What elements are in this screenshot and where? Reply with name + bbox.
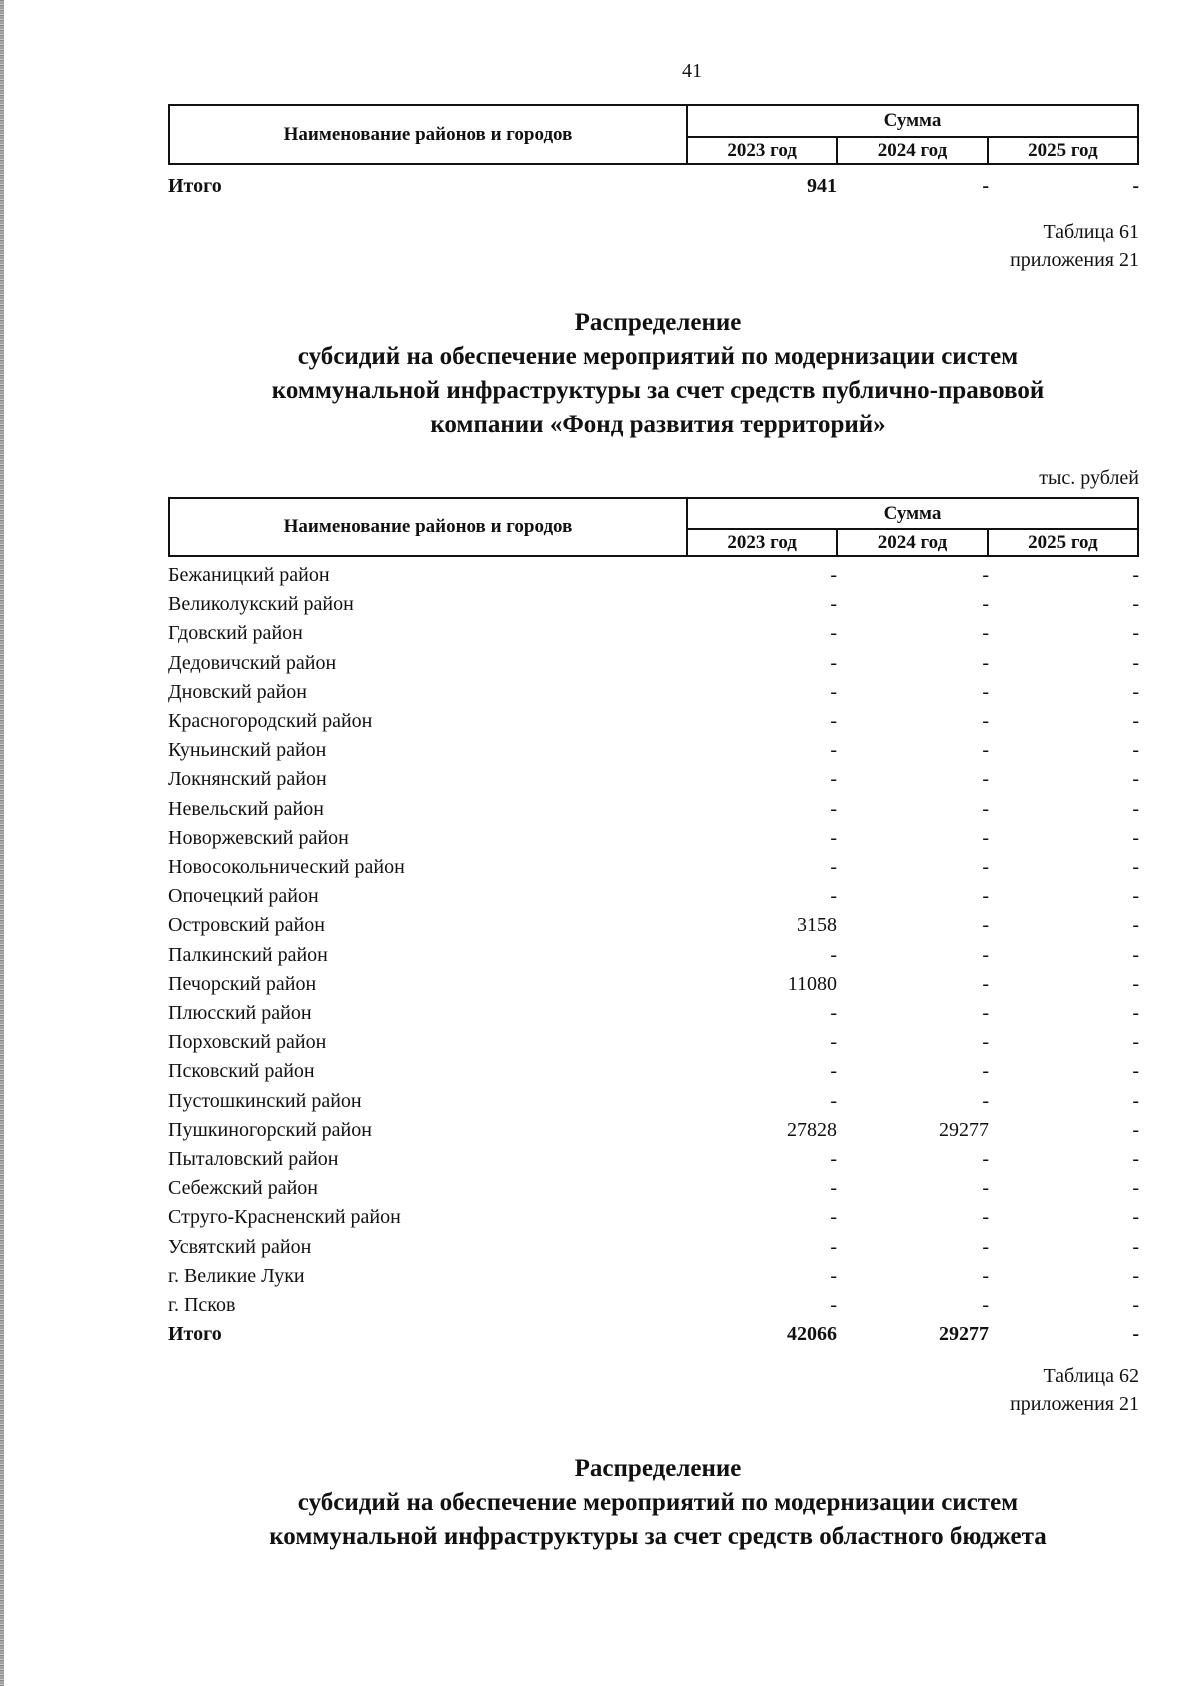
table-row: [168, 1028, 1139, 1057]
header-sum: Сумма: [687, 105, 1138, 137]
value-2023: -: [830, 885, 837, 908]
district-name: Себежский район: [168, 1177, 318, 1200]
value-2025: -: [1132, 1089, 1139, 1112]
table-row: [168, 999, 1139, 1028]
value-2024: 29277: [939, 1118, 989, 1141]
district-name: Локнянский район: [168, 768, 327, 791]
table-row: [168, 1145, 1139, 1174]
value-2024: -: [982, 826, 989, 849]
value-2025: -: [1132, 1060, 1139, 1083]
value-2024: -: [982, 768, 989, 791]
table-row: [168, 736, 1139, 765]
value-2023: -: [830, 1002, 837, 1024]
total-2023: 42066: [787, 1323, 837, 1346]
header-year-2023: 2023 год: [687, 529, 837, 556]
district-name: г. Псков: [168, 1294, 236, 1316]
value-2024: -: [982, 1148, 989, 1170]
value-2025: -: [1132, 622, 1139, 645]
value-2024: -: [982, 1264, 989, 1287]
table61-caption: [1010, 218, 1139, 274]
district-name: Великолукский район: [168, 593, 354, 616]
page-number: [0, 60, 1200, 83]
table62-title-line2: субсидий на обеспечение мероприятий по модернизации систем: [297, 1489, 1019, 1516]
page-number-text: 41: [682, 60, 702, 82]
value-2024: -: [982, 1235, 989, 1258]
table-row: [168, 649, 1139, 678]
value-2023: -: [830, 797, 837, 820]
value-2024: -: [982, 1031, 989, 1054]
value-2025: -: [1132, 739, 1139, 762]
header-year-2025: 2025 год: [988, 137, 1138, 164]
value-2024: -: [982, 797, 989, 820]
header-sum: Сумма: [687, 498, 1138, 529]
district-name: Пустошкинский район: [168, 1089, 362, 1112]
prev-table-total-row: [168, 172, 1139, 201]
table-row: [168, 1057, 1139, 1086]
value-2024: -: [982, 651, 989, 674]
header-year-2024: 2024 год: [837, 137, 987, 164]
value-2024: -: [982, 1089, 989, 1112]
value-2025: -: [1132, 593, 1139, 616]
table61-title-line1: Распределение: [574, 309, 742, 336]
district-name: Невельский район: [168, 797, 324, 820]
district-name: Пыталовский район: [168, 1148, 339, 1170]
table-row: [168, 911, 1139, 940]
table61-caption-line2: приложения 21: [1010, 249, 1139, 271]
value-2023: -: [830, 943, 837, 966]
value-2023: 3158: [797, 914, 837, 937]
total-2024: -: [982, 175, 989, 197]
district-name: Палкинский район: [168, 943, 328, 966]
total-label: Итого: [168, 175, 222, 197]
table-row: [168, 1262, 1139, 1291]
table62-title: [0, 1452, 1200, 1554]
value-2023: -: [830, 680, 837, 703]
value-2025: -: [1132, 1031, 1139, 1054]
table-row: [168, 941, 1139, 970]
table-row: [168, 678, 1139, 707]
value-2023: 11080: [787, 972, 837, 995]
value-2023: -: [830, 1148, 837, 1170]
value-2024: -: [982, 1206, 989, 1229]
value-2025: -: [1132, 1118, 1139, 1141]
table-row: [168, 707, 1139, 736]
table-row: [168, 561, 1139, 590]
header-year-2024: 2024 год: [837, 529, 987, 556]
district-name: Островский район: [168, 914, 325, 937]
table-row: [168, 824, 1139, 853]
table-row: [168, 1116, 1139, 1145]
value-2024: -: [982, 972, 989, 995]
value-2025: -: [1132, 826, 1139, 849]
district-name: Бежаницкий район: [168, 564, 330, 586]
district-name: Порховский район: [168, 1031, 327, 1054]
value-2023: -: [830, 564, 837, 586]
value-2023: -: [830, 651, 837, 674]
value-2024: -: [982, 622, 989, 645]
value-2023: -: [830, 768, 837, 791]
table-row: [168, 1174, 1139, 1203]
table-row: [168, 765, 1139, 794]
district-name: Новоржевский район: [168, 826, 349, 849]
value-2025: -: [1132, 564, 1139, 586]
table61-title: [0, 306, 1200, 442]
value-2024: -: [982, 680, 989, 703]
district-name: Струго-Красненский район: [168, 1206, 401, 1229]
value-2024: -: [982, 710, 989, 732]
table-row: [168, 1291, 1139, 1320]
value-2023: -: [830, 1177, 837, 1200]
value-2025: -: [1132, 1264, 1139, 1287]
table61-title-line4: компании «Фонд развития территорий»: [430, 411, 886, 438]
district-name: Плюсский район: [168, 1002, 312, 1024]
table-row: [168, 590, 1139, 619]
value-2024: -: [982, 943, 989, 966]
prev-table-header: [168, 104, 1139, 165]
total-2025: -: [1132, 175, 1139, 197]
value-2023: 27828: [787, 1118, 837, 1141]
table61-title-line2: субсидий на обеспечение мероприятий по модернизации систем: [297, 343, 1019, 370]
value-2023: -: [830, 1089, 837, 1112]
value-2025: -: [1132, 943, 1139, 966]
value-2024: -: [982, 885, 989, 908]
value-2025: -: [1132, 914, 1139, 937]
value-2024: -: [982, 856, 989, 878]
value-2024: -: [982, 1002, 989, 1024]
value-2025: -: [1132, 885, 1139, 908]
value-2023: -: [830, 826, 837, 849]
value-2023: -: [830, 1031, 837, 1054]
table62-caption: [1010, 1362, 1139, 1418]
table61-header: [168, 497, 1139, 557]
table62-title-line1: Распределение: [574, 1455, 742, 1482]
header-year-2023: 2023 год: [687, 137, 837, 164]
table61-total-row: [168, 1320, 1139, 1349]
value-2023: -: [830, 1294, 837, 1316]
district-name: Дновский район: [168, 680, 307, 703]
value-2025: -: [1132, 1206, 1139, 1229]
value-2025: -: [1132, 1294, 1139, 1316]
total-2025: -: [1132, 1323, 1139, 1346]
district-name: Печорский район: [168, 972, 317, 995]
table-row: [168, 1203, 1139, 1232]
district-name: Гдовский район: [168, 622, 303, 645]
table-row: [168, 970, 1139, 999]
total-2024: 29277: [939, 1323, 989, 1346]
value-2023: -: [830, 1206, 837, 1229]
value-2025: -: [1132, 710, 1139, 732]
total-label: Итого: [168, 1323, 222, 1346]
value-2024: -: [982, 914, 989, 937]
table-row: [168, 619, 1139, 648]
value-2024: -: [982, 1294, 989, 1316]
value-2024: -: [982, 1060, 989, 1083]
table61-unit: тыс. рублей: [1039, 467, 1139, 489]
district-name: Пушкиногорский район: [168, 1118, 372, 1141]
value-2025: -: [1132, 797, 1139, 820]
table62-caption-line2: приложения 21: [1010, 1393, 1139, 1415]
value-2023: -: [830, 710, 837, 732]
total-2023: 941: [807, 175, 837, 197]
value-2025: -: [1132, 1177, 1139, 1200]
header-name-col: Наименование районов и городов: [169, 105, 687, 164]
value-2025: -: [1132, 856, 1139, 878]
table-row: [168, 1087, 1139, 1116]
district-name: Опочецкий район: [168, 885, 319, 908]
district-name: Усвятский район: [168, 1235, 312, 1258]
district-name: Псковский район: [168, 1060, 315, 1083]
table62-caption-line1: Таблица 62: [1043, 1365, 1139, 1387]
table-row: [168, 1233, 1139, 1262]
value-2023: -: [830, 1264, 837, 1287]
district-name: Куньинский район: [168, 739, 327, 762]
district-name: Дедовичский район: [168, 651, 337, 674]
header-name-col: Наименование районов и городов: [169, 498, 687, 556]
value-2023: -: [830, 622, 837, 645]
value-2024: -: [982, 593, 989, 616]
district-name: Новосокольнический район: [168, 856, 405, 878]
table-row: [168, 853, 1139, 882]
value-2023: -: [830, 739, 837, 762]
value-2025: -: [1132, 1148, 1139, 1170]
value-2023: -: [830, 1235, 837, 1258]
value-2025: -: [1132, 972, 1139, 995]
value-2023: -: [830, 1060, 837, 1083]
scan-edge: [0, 0, 4, 1686]
value-2023: -: [830, 856, 837, 878]
value-2024: -: [982, 739, 989, 762]
value-2023: -: [830, 593, 837, 616]
value-2024: -: [982, 1177, 989, 1200]
value-2025: -: [1132, 768, 1139, 791]
table62-title-line3: коммунальной инфраструктуры за счет средств областного бюджета: [269, 1523, 1047, 1550]
district-name: г. Великие Луки: [168, 1264, 305, 1287]
header-year-2025: 2025 год: [988, 529, 1138, 556]
value-2025: -: [1132, 680, 1139, 703]
table61-title-line3: коммунальной инфраструктуры за счет средств публично-правовой: [271, 377, 1045, 404]
value-2025: -: [1132, 1235, 1139, 1258]
table-row: [168, 795, 1139, 824]
value-2025: -: [1132, 651, 1139, 674]
table-row: [168, 882, 1139, 911]
district-name: Красногородский район: [168, 710, 373, 732]
table61-caption-line1: Таблица 61: [1043, 221, 1139, 243]
value-2024: -: [982, 564, 989, 586]
value-2025: -: [1132, 1002, 1139, 1024]
